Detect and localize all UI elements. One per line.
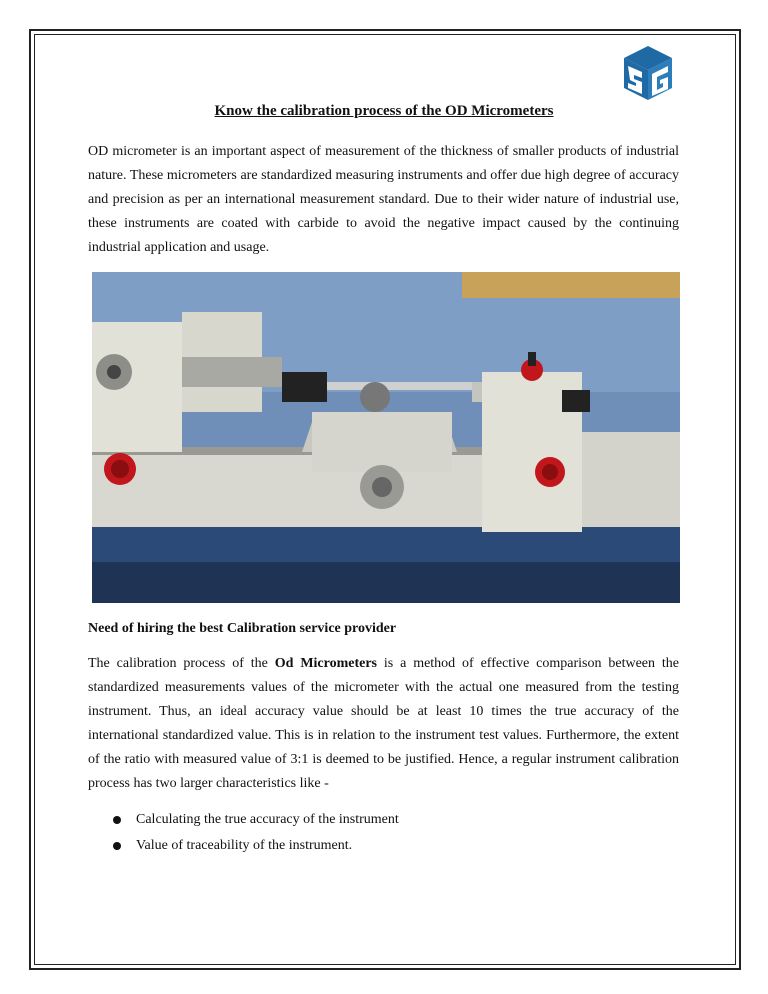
page-title: Know the calibration process of the OD Micrometers: [214, 103, 554, 119]
bullet-icon: [113, 842, 121, 850]
list-item: Calculating the true accuracy of the instrument: [110, 807, 399, 833]
section-heading: Need of hiring the best Calibration service provider: [88, 621, 397, 636]
bold-term: Od Micrometers: [274, 656, 378, 671]
micrometer-calibration-machine-photo: [92, 272, 680, 603]
intro-paragraph: OD micrometer is an important aspect of measurement of the thickness of smaller products of industrial nature. These micrometers are standardized measuring instruments and offer due high degree of accuracy and precision as per an international measurement standard. Due to their wider nature of industrial use, these instruments are coated with carbide to avoid the negative impact caused by the continuing industrial application and usage.: [88, 144, 679, 255]
bullet-icon: [113, 816, 121, 824]
company-logo: [622, 44, 674, 102]
list-item: Value of traceability of the instrument.: [110, 833, 399, 859]
characteristics-list: [110, 807, 399, 859]
body-paragraph: The calibration process of the Od Micrometers is a method of effective comparison between the standardized measurements values of the micrometer with the actual one measured from the testing instrument. Thus, an ideal accuracy value should be at least 10 times the true accuracy of the international standardized value. This is in relation to the instrument test values. Furthermore, the extent of the ratio with measured value of 3:1 is deemed to be justified. Hence, a regular instrument calibration process has two larger characteristics like -: [88, 656, 679, 791]
